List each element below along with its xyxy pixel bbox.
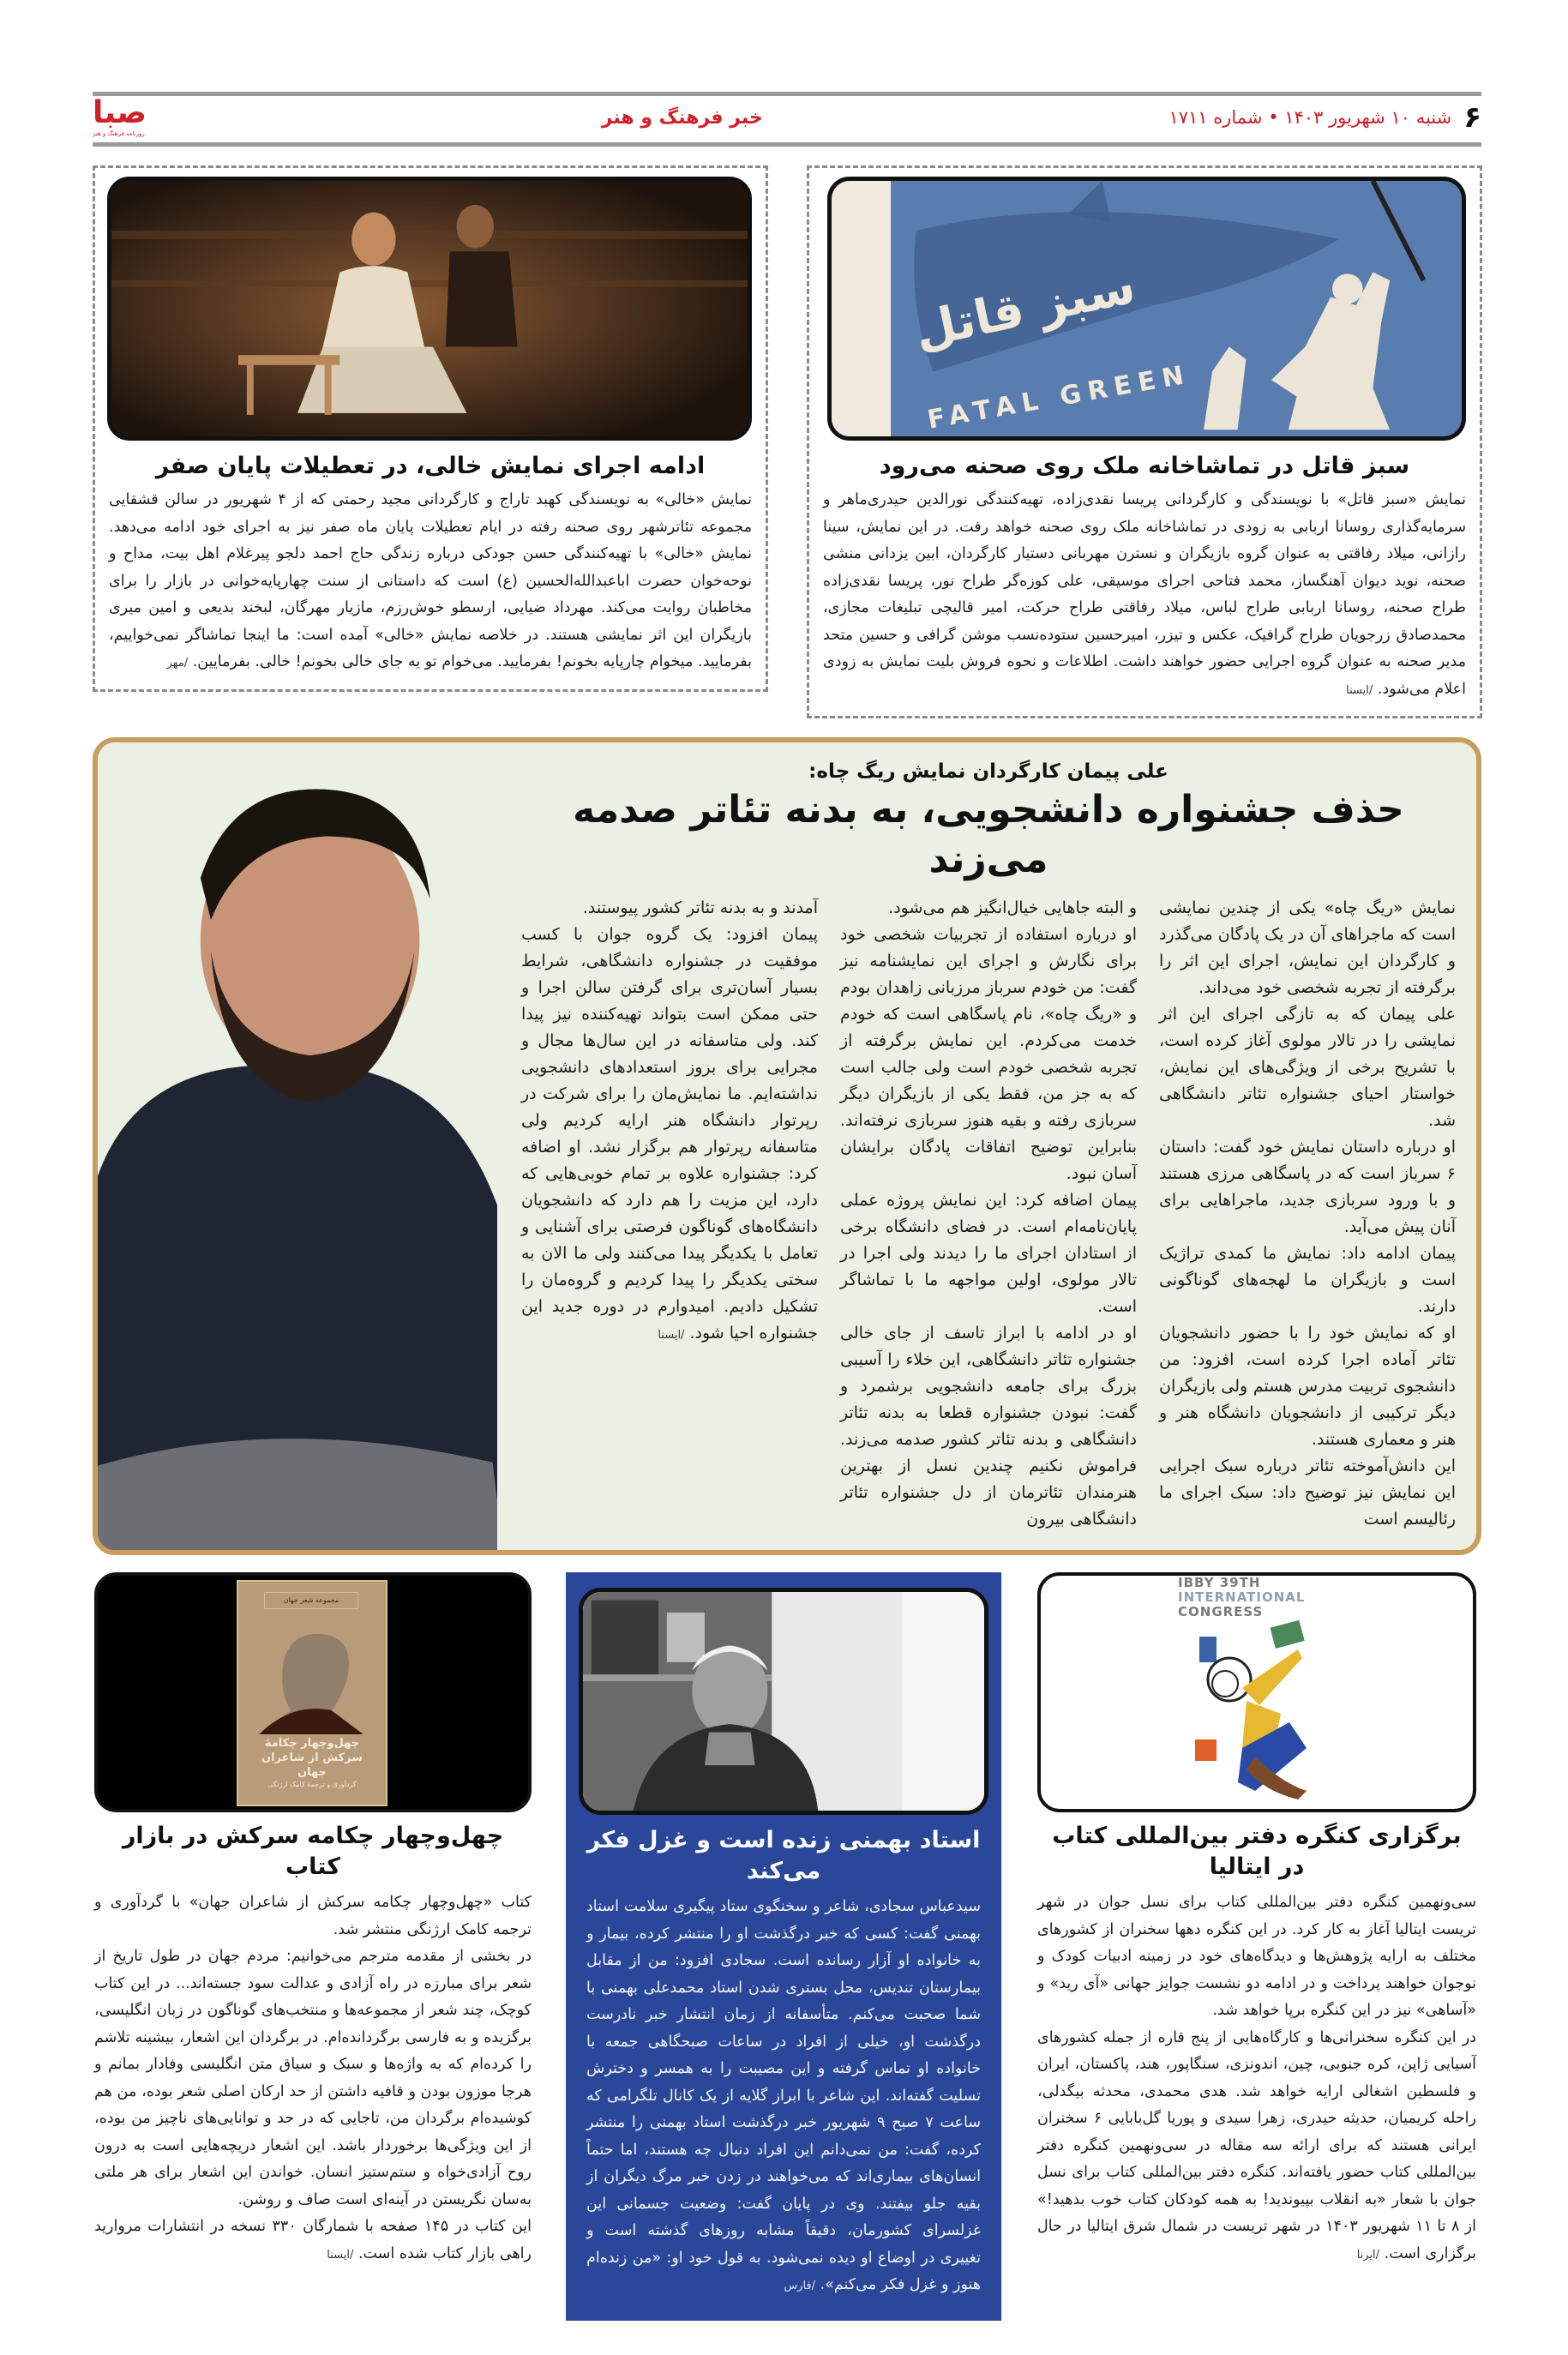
- khali-source: /مهر: [166, 657, 189, 670]
- header-bottom-rule: [93, 142, 1481, 147]
- ibby-text: سی‌ونهمین کنگره دفتر بین‌المللی کتاب برای نسل جوان در شهر تریست ایتالیا آغاز به کار کرد. در این کنگره دهها سخنران از کشورهای مختلف به ارایه پژوهش‌ها و دیدگاه‌های خود در زمینه ادبیات کودک و نوجوان خواهند پرداخت و در ادامه دو نشست جوایز جهانی «آی رید» و «آساهی» نیز در این کنگره برپا خواهد شد. در این کنگره سخنرانی‌ها و کارگاه‌هایی از پنج قاره از جمله کشورهای آسیایی ژاپن، کره جنوبی، چین، اندونزی، سنگاپور، هند، پاکستان، ایران و فلسطین اشغالی ارایه خواهد شد. هدی محمدی، محدثه بیگدلی، راحله کریمیان، حدیثه حیدری، زهرا سیدی و پوریا گل‌بابایی ۶ سخنران ایرانی هستند که برای ارائه سه مقاله در سی‌ونهمین کنگره دفتر بین‌المللی کتاب حضور یافته‌اند. کنگره دفتر بین‌المللی کتاب برای نسل جوان با شعار «به انقلاب بپیوندید! به همه کودکان کتاب خوب بدهید!» از ۸ تا ۱۱ شهریور ۱۴۰۳ در شهر تریست در شمال شرق ایتالیا در حال برگزاری است.: [1037, 1894, 1476, 2262]
- bahmani-article: [566, 1572, 1001, 2321]
- feature-source: /ایسنا: [658, 1329, 685, 1342]
- logo-subtitle: روزنامه فرهنگ و هنر: [93, 130, 145, 137]
- feature-portrait: [98, 742, 497, 1550]
- bahmani-body: [579, 1894, 988, 2300]
- bahmani-source: /فارس: [784, 2280, 816, 2292]
- feature-heading: [501, 742, 1476, 885]
- book-series: مجموعه شعر جهان: [264, 1592, 358, 1609]
- book-source: /ایسنا: [327, 2248, 354, 2262]
- ibby-poster-art: [1178, 1576, 1332, 1809]
- newspaper-logo[interactable]: [93, 95, 195, 137]
- ibby-poster-line-1: IBBY 39TH: [1178, 1575, 1261, 1590]
- sabz-ghatel-body: [823, 487, 1466, 704]
- section-title: خبر فرهنگ و هنر: [601, 106, 763, 129]
- book-silhouette: [238, 1614, 386, 1734]
- feature-column-2: و البته جاهایی خیال‌انگیز هم می‌شود. او درباره استفاده از تجربیات شخصی خود برای نگارش و اجرای این نمایشنامه نیز گفت: من خودم سرباز مرزبانی زاهدان بودم و «ریگ چاه»، نام پاسگاهی است که خودم خدمت می‌کردم. این نمایش برگرفته از تجربه شخصی خودم است ولی جالب است که به جز من، فقط یکی از بازیگران دیگر سربازی رفته و بقیه هنوز سربازی نرفته‌اند. بنابراین توضیح اتفاقات پادگان برایشان آسان نبود. پیمان اضافه کرد: این نمایش پروژه عملی پایان‌نامه‌ام است. در فضای دانشگاه برخی از استادان اجرای ما را دیدند ولی اجرا در تالار مولوی، اولین مواجهه ما با تماشاگر است. او در ادامه با ابراز تاسف از جای خالی جشنواره تئاتر دانشگاهی، این خلاء را آسیبی بزرگ برای جامعه دانشجویی برشمرد و گفت: نبودن جشنواره قطعا به بدنه تئاتر دانشگاهی و بدنه تئاتر کشور صدمه می‌زند. فراموش نکنیم چندین نسل از بهترین هنرمندان تئاترمان از دل جشنواره تئاتر دانشگاهی بیرون: [840, 898, 1137, 1529]
- ibby-headline: برگزاری کنگره دفتر بین‌المللی کتاب در ایتالیا: [1052, 1823, 1462, 1880]
- page-header: [93, 96, 1481, 139]
- bahmani-text: سیدعباس سجادی، شاعر و سخنگوی ستاد پیگیری سلامت استاد بهمنی گفت: کسی که خبر درگذشت او را منتشر کرده، بیمار و به خانواده او آزار رسانده است. سجادی افزود: من از مقابل بیمارستان تندیس، محل بستری شدن استاد محمدعلی بهمنی با شما صحبت می‌کنم. متأسفانه از زمان انتشار خبر نادرست درگذشت او، خیلی از افراد در ساعات صبحگاهی جمعه با خانواده او تماس گرفته و این مصیبت را به همسر و دخترش تسلیت گفته‌اند. این شاعر با ابراز گلایه از یک کانال تلگرامی که ساعت ۷ صبح ۹ شهریور خبر درگذشت استاد بهمنی را منتشر کرده، گفت: من نمی‌دانم این افراد دنبال چه هستند، اما حتماً انسان‌های بیماری‌اند که می‌خواهند در زدن خبر مرگ دیگران از بقیه جلو بیفتند. وی در پایان گفت: وضعیت جسمانی این غزلسرای کشورمان، دقیقاً مشابه روزهای گذشته است و تغییری در اوضاع او دیده نمی‌شود. به قول خود او: «من زنده‌ام هنوز و غزل فکر می‌کنم».: [586, 1898, 982, 2293]
- sabz-ghatel-headline: سبز قاتل در تماشاخانه ملک روی صحنه می‌رود: [879, 453, 1410, 479]
- khali-body: [109, 487, 752, 677]
- feature-kicker: علی پیمان کارگردان نمایش ریگ چاه:: [808, 760, 1168, 783]
- sabz-ghatel-source: /ایسنا: [1346, 683, 1373, 697]
- article-khali: [93, 165, 768, 692]
- book-body: [94, 1889, 532, 2268]
- ibby-illustration: [1178, 1619, 1332, 1804]
- book-text: کتاب «چهل‌وچهار چکامه سرکش از شاعران جهان» با گردآوری و ترجمه کامک ارژنگی منتشر شد. در بخشی از مقدمه مترجم می‌خوانیم: مردم جهان در طول تاریخ از شعر برای مبارزه در راه آزادی و عدالت سود جسته‌اند... در این کتاب کوچک، چند شعر از مجموعه‌ها و منتخب‌های گوناگون در زبان انگلیسی، برگزیده و به فارسی برگردانده‌ام. در برگردان این اشعار، بیشینه تلاشم را کرده‌ام که به واژه‌ها و سبک و سیاق متن انگلیسی وفادار بمانم و هرجا موزون بودن و قافیه داشتن از حد ارکان اصلی شعر بوده، من هم کوشیده‌ام برگردان من، تاجایی که در حد و توانایی‌های ناچیز من بوده، از این ویژگی‌ها برخوردار باشد. این اشعار دریچه‌هایی است به درون روح آزادی‌خواه و ستم‌ستیز انسان. خواندن این اشعار برای هر ملتی به‌سان نگریستن در آینه‌ای است صاف و روشن. این کتاب در ۱۴۵ صفحه با شمارگان ۳۳۰ نسخه در انتشارات مروارید راهی بازار کتاب شده است.: [94, 1894, 532, 2262]
- feature-article: [93, 737, 1481, 1555]
- sabz-ghatel-text: نمایش «سبز قاتل» با نویسندگی و کارگردانی پریسا نقدی‌زاده، تهیه‌کنندگی نورالدین حیدری‌ماهر و سرمایه‌گذاری روسانا اربابی به زودی در تماشاخانه ملک روی صحنه خواهد رفت. در این نمایش، سینا رازانی، میلاد رفاقتی به عنوان گروه بازیگران و نسترن مهربانی دستیار کارگردان، ابین یزدانی منشی صحنه، نوید دیوان آهنگساز، محمد فتاحی اجرای موسیقی، علی کوزه‌گر طراح نور، پریسا نقدی‌زاده طراح صحنه، روسانا اربابی طراح لباس، میلاد رفاقتی طراح حرکت، امیر قالیچی تبلیغات مجازی، محمدصادق زرجویان طراح گرافیک، عکس و تیزر، امیرحسین ستوده‌نسب موشن گرافی و حسین متحد مدیر صحنه به عنوان گروه اجرایی حضور خواهند داشت. اطلاعات و نحوه فروش بلیت نمایش به زودی اعلام می‌شود.: [823, 491, 1466, 698]
- feature-column-1: نمایش «ریگ چاه» یکی از چندین نمایشی است که ماجراهای آن در یک پادگان می‌گذرد و کارگردان این نمایش، اجرای این اثر را برگرفته از تجربه شخصی خود می‌داند. علی پیمان که به تازگی اجرای این اثر نمایشی را در تالار مولوی آغاز کرده است، با تشریح برخی از ویژگی‌های این نمایش، خواستار احیای جشنواره تئاتر دانشگاهی شد. او درباره داستان نمایش خود گفت: داستان ۶ سرباز است که در پاسگاهی مرزی هستند و با ورود سربازی جدید، ماجراهایی برای آنان پیش می‌آید. پیمان ادامه داد: نمایش ما کمدی تراژیک است و بازیگران ما لهجه‌های گوناگونی دارند. او که نمایش خود را با حضور دانشجویان تئاتر آماده اجرا کرده است، افزود: من دانشجوی تربیت مدرس هستم ولی بازیگران دیگر ترکیبی از دانشجویان دانشگاه هنر و هنر و معماری هستند. این دانش‌آموخته تئاتر درباره سبک اجرایی این نمایش نیز توضیح داد: سبک اجرای ما رئالیسم است: [1159, 898, 1456, 1529]
- feature-headline: حذف جشنواره دانشجویی، به بدنه تئاتر صدمه می‌زند: [573, 788, 1404, 881]
- portrait-illustration: [98, 742, 497, 1550]
- khali-headline: ادامه اجرای نمایش خالی، در تعطیلات پایان صفر: [155, 453, 706, 479]
- book-cover-credit: گردآوری و ترجمهٔ کامک ارژنگی: [267, 1781, 357, 1788]
- ibby-article: [1037, 1572, 1476, 2268]
- book-cover: [237, 1580, 387, 1806]
- poster-title-fa: سبز قاتل: [909, 258, 1140, 360]
- ibby-poster-line-3: CONGRESS: [1178, 1604, 1264, 1619]
- book-headline: چهل‌وچهار چکامه سرکش در بازار کتاب: [122, 1823, 504, 1880]
- bahmani-photo: [579, 1588, 988, 1815]
- article-sabz-ghatel: [807, 165, 1482, 718]
- sabz-ghatel-poster: [827, 177, 1466, 441]
- stage-photo-illustration: [111, 181, 748, 436]
- ibby-source: /ایرنا: [1356, 2248, 1380, 2262]
- book-cover-title: چهل‌وچهار چکامهٔ سرکش از شاعران جهان: [261, 1737, 363, 1779]
- feature-columns: [501, 885, 1476, 1550]
- ibby-poster: [1037, 1572, 1476, 1812]
- khali-text: نمایش «خالی» به نویسندگی کهبد تاراج و کارگردانی مجید رحمتی که از ۴ شهریور در سالن قشقایی مجموعه تئاترشهر روی صحنه رفته در ایام تعطیلات پایان ماه صفر نیز به اجرای خود ادامه می‌دهد. نمایش «خالی» با تهیه‌کنندگی حسن جودکی درباره زندگی حاج احمد دلجو پیرغلام اهل بیت، مداح و نوحه‌خوان حضرت اباعبدالله‌الحسین (ع) است که داستانی از سنت چهارپایه‌خوانی در بازار را برای مخاطبان روایت می‌کند. مهرداد ضیایی، ارسطو خوش‌رزم، مازیار مهرگان، لبخند بدیعی و امین میری بازیگران این اثر نمایشی هستند. در خلاصه نمایش «خالی» آمده است: ما اینجا تماشاگر نمی‌خواییم، بفرمایید. میخوام چارپایه بخونم! بفرمایید. می‌خوام تو یه جای خالی بخونم! خالی. بفرمایین.: [109, 491, 752, 670]
- book-cover-photo: [94, 1572, 532, 1812]
- khali-photo: [107, 177, 752, 441]
- bahmani-headline: استاد بهمنی زنده است و غزل فکر می‌کند: [586, 1827, 981, 1884]
- ibby-body: [1037, 1889, 1476, 2268]
- issue-date: شنبه ۱۰ شهریور ۱۴۰۳ • شماره ۱۷۱۱: [1168, 106, 1452, 128]
- poster-title-en: FATAL GREEN: [925, 359, 1193, 436]
- header-issue-info: [1168, 100, 1481, 135]
- page-number: ۶: [1463, 100, 1481, 135]
- logo-text: صبا: [93, 95, 147, 130]
- feature-column-3: [521, 895, 818, 1349]
- book-article: [94, 1572, 532, 2268]
- feature-column-3-text: آمدند و به بدنه تئاتر کشور پیوستند. پیمان افزود: یک گروه جوان با کسب موفقیت در جشنواره دانشگاهی، شرایط بسیار آسان‌تری برای گرفتن سالن اجرا و حتی ممکن است بتواند تهیه‌کننده نیز پیدا کند. ولی متاسفانه در این سال‌ها مجال و مجرایی برای بروز استعدادهای دانشجویی نداشته‌ایم. ما نمایش‌مان را برای شرکت در رپرتوار دانشگاه هنر ارایه کردیم ولی متاسفانه رپرتوار هم برگزار نشد. او اضافه کرد: جشنواره علاوه بر تمام خوبی‌هایی که دارد، این مزیت را هم دارد که دانشجویان دانشگاه‌های گوناگون فرصتی برای آشنایی و تعامل با یکدیگر پیدا می‌کنند ولی ما الان به سختی یکدیگر را پیدا کردیم و گروه‌مان را تشکیل دادیم. امیدوارم در دوره جدید این جشنواره احیا شود.: [521, 898, 818, 1343]
- portrait-bw-illustration: [583, 1592, 984, 1811]
- ibby-poster-line-2: INTERNATIONAL: [1178, 1589, 1306, 1605]
